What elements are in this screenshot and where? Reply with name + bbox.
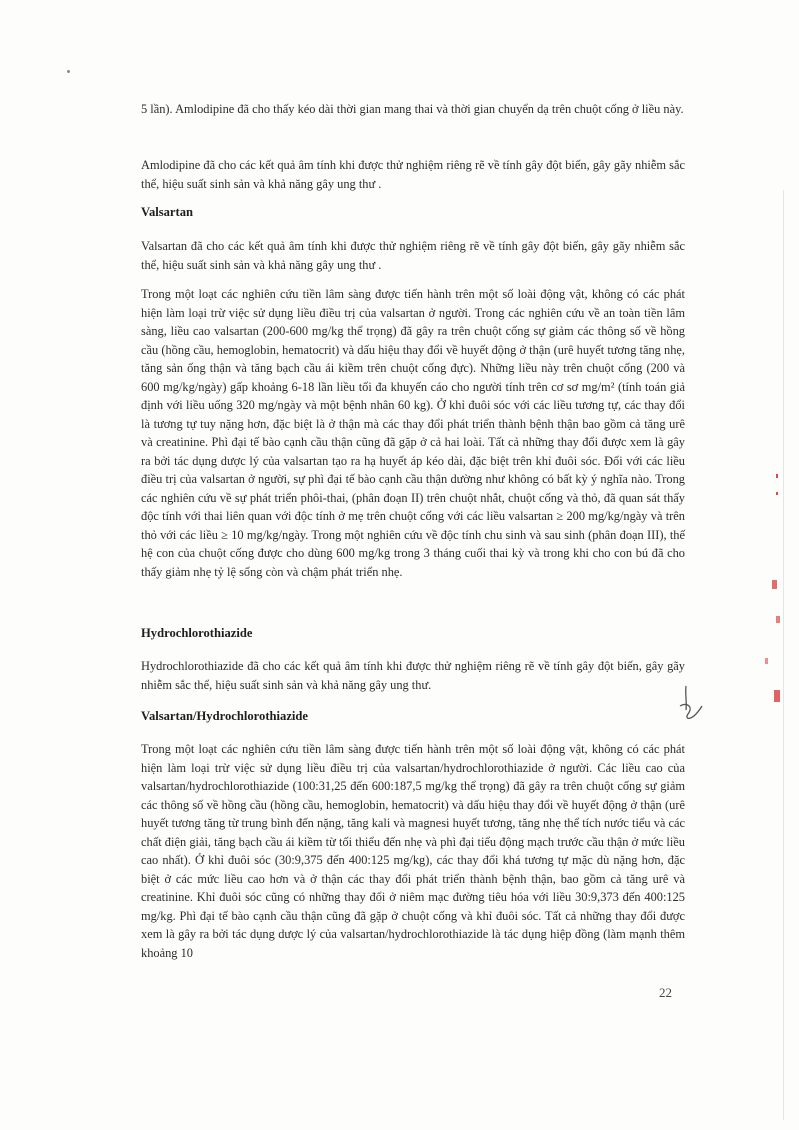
scan-edge-line xyxy=(783,190,784,1120)
margin-mark xyxy=(772,580,777,589)
paragraph-valsartan-preclinical: Trong một loạt các nghiên cứu tiền lâm sàng được tiến hành trên một số loài động vật, không có các phát hiện làm loại trừ việc sử dụng liều điều trị của valsartan ở người. Trong các nghiên cứu về an toàn tiền lâm sàng, liều cao valsartan (200-600 mg/kg thể trọng) đã gây ra trên chuột cống sự giảm các thông số về hồng cầu (hồng cầu, hemoglobin, hematocrit) và dấu hiệu thay đổi về huyết động ở thận (urê huyết tương tăng nhẹ, tăng sản ống thận và tăng bạch cầu ái kiềm trên chuột cống đực). Những liều này trên chuột cống (200 và 600 mg/kg/ngày) gấp khoảng 6-18 lần liều tối đa khuyến cáo cho người tính trên cơ sơ mg/m² (tính toán giả định với liều uống 320 mg/ngày và một bệnh nhân 60 kg). Ở khỉ đuôi sóc với các liều tương tự, các thay đổi là tương tự tuy nặng hơn, đặc biệt là ở thận mà các thay đổi phát triển thành bệnh thận bao gồm cả tăng urê và creatinine. Phì đại tế bào cạnh cầu thận cũng đã gặp ở cả hai loài. Tất cả những thay đổi được xem là gây ra bởi tác dụng dược lý của valsartan tạo ra hạ huyết áp kéo dài, đặc biệt trên khỉ đuôi sóc. Đối với các liều điều trị của valsartan ở người, sự phì đại tế bào cạnh cầu thận dường như không có bất kỳ ý nghĩa nào. Trong các nghiên cứu về sự phát triển phôi-thai, (phân đoạn II) trên chuột nhắt, chuột cống và thỏ, đã quan sát thấy độc tính với thai liên quan với độc tính ở mẹ trên chuột cống với các liều valsartan ≥ 200 mg/kg/ngày và trên thỏ với các liều ≥ 10 mg/kg/ngày. Trong một nghiên cứu về độc tính chu sinh và sau sinh (phân đoạn III), thế hệ con của chuột cống được cho dùng 600 mg/kg trong 3 tháng cuối thai kỳ và trong khi cho con bú đã cho thấy giảm nhẹ tỷ lệ sống còn và chậm phát triển nhẹ. xyxy=(141,287,685,579)
margin-mark xyxy=(765,658,768,664)
margin-mark xyxy=(776,492,778,495)
heading-valsartan-hydrochlorothiazide: Valsartan/Hydrochlorothiazide xyxy=(141,709,308,723)
paragraph-amlodipine-negative: Amlodipine đã cho các kết quả âm tính khi được thử nghiệm riêng rẽ về tính gây đột biến, gây gãy nhiễm sắc thể, hiệu suất sinh sản và khả năng gây ung thư . xyxy=(141,158,685,191)
heading-valsartan: Valsartan xyxy=(141,205,194,219)
margin-mark xyxy=(776,474,778,478)
scan-speck xyxy=(67,70,70,73)
paragraph-combination-preclinical: Trong một loạt các nghiên cứu tiền lâm sàng được tiến hành trên một số loài động vật, không có các phát hiện làm loại trừ việc sử dụng liều điều trị của valsartan/hydrochlorothiazide ở người. Các liều cao của valsartan/hydrochlorothiazide (100:31,25 đến 600:187,5 mg/kg thể trọng) đã gây ra trên chuột cống sự giảm các thông số về hồng cầu (hồng cầu, hemoglobin, hematocrit) và dấu hiệu thay đổi về huyết động ở thận (urê huyết tương tăng từ trung bình đến nặng, tăng kali và magnesi huyết tương, tăng nhẹ thể tích nước tiểu và các chất điện giải, tăng bạch cầu ái kiềm từ tối thiểu đến nhẹ và phì đại tiểu động mạch trước cầu thận ở mức liều cao nhất). Ở khỉ đuôi sóc (30:9,375 đến 400:125 mg/kg), các thay đổi khá tương tự mặc dù nặng hơn, đặc biệt ở các mức liều cao hơn và ở thận các thay đổi phát triển thành bệnh thận, bao gồm cả tăng urê và creatinine. Khỉ đuôi sóc cũng có những thay đổi ở niêm mạc đường tiêu hóa với liều 30:9,373 đến 400:125 mg/kg. Phì đại tế bào cạnh cầu thận cũng đã gặp ở chuột cống và khỉ đuôi sóc. Tất cả những thay đổi được xem là gây ra bởi tác dụng dược lý của valsartan/hydrochlorothiazide là tác dụng hiệp đồng (làm mạnh thêm khoảng 10 xyxy=(141,742,685,960)
margin-mark xyxy=(774,690,780,702)
paragraph-valsartan-negative: Valsartan đã cho các kết quả âm tính khi được thử nghiệm riêng rẽ về tính gây đột biến, gây gãy nhiễm sắc thể, hiệu suất sinh sản và khả năng gây ung thư . xyxy=(141,239,685,272)
paragraph-amlodipine-pregnancy: 5 lần). Amlodipine đã cho thấy kéo dài thời gian mang thai và thời gian chuyển dạ trên chuột cống ở liều này. xyxy=(141,102,684,116)
paragraph-hydrochlorothiazide-negative: Hydrochlorothiazide đã cho các kết quả âm tính khi được thử nghiệm riêng rẽ về tính gây đột biến, gây gãy nhiễm sắc thể, hiệu suất sinh sản và khả năng gây ung thư. xyxy=(141,659,685,692)
heading-hydrochlorothiazide: Hydrochlorothiazide xyxy=(141,626,253,640)
page-number: 22 xyxy=(659,985,672,1000)
margin-mark xyxy=(776,616,780,623)
handwritten-signature xyxy=(676,684,706,726)
